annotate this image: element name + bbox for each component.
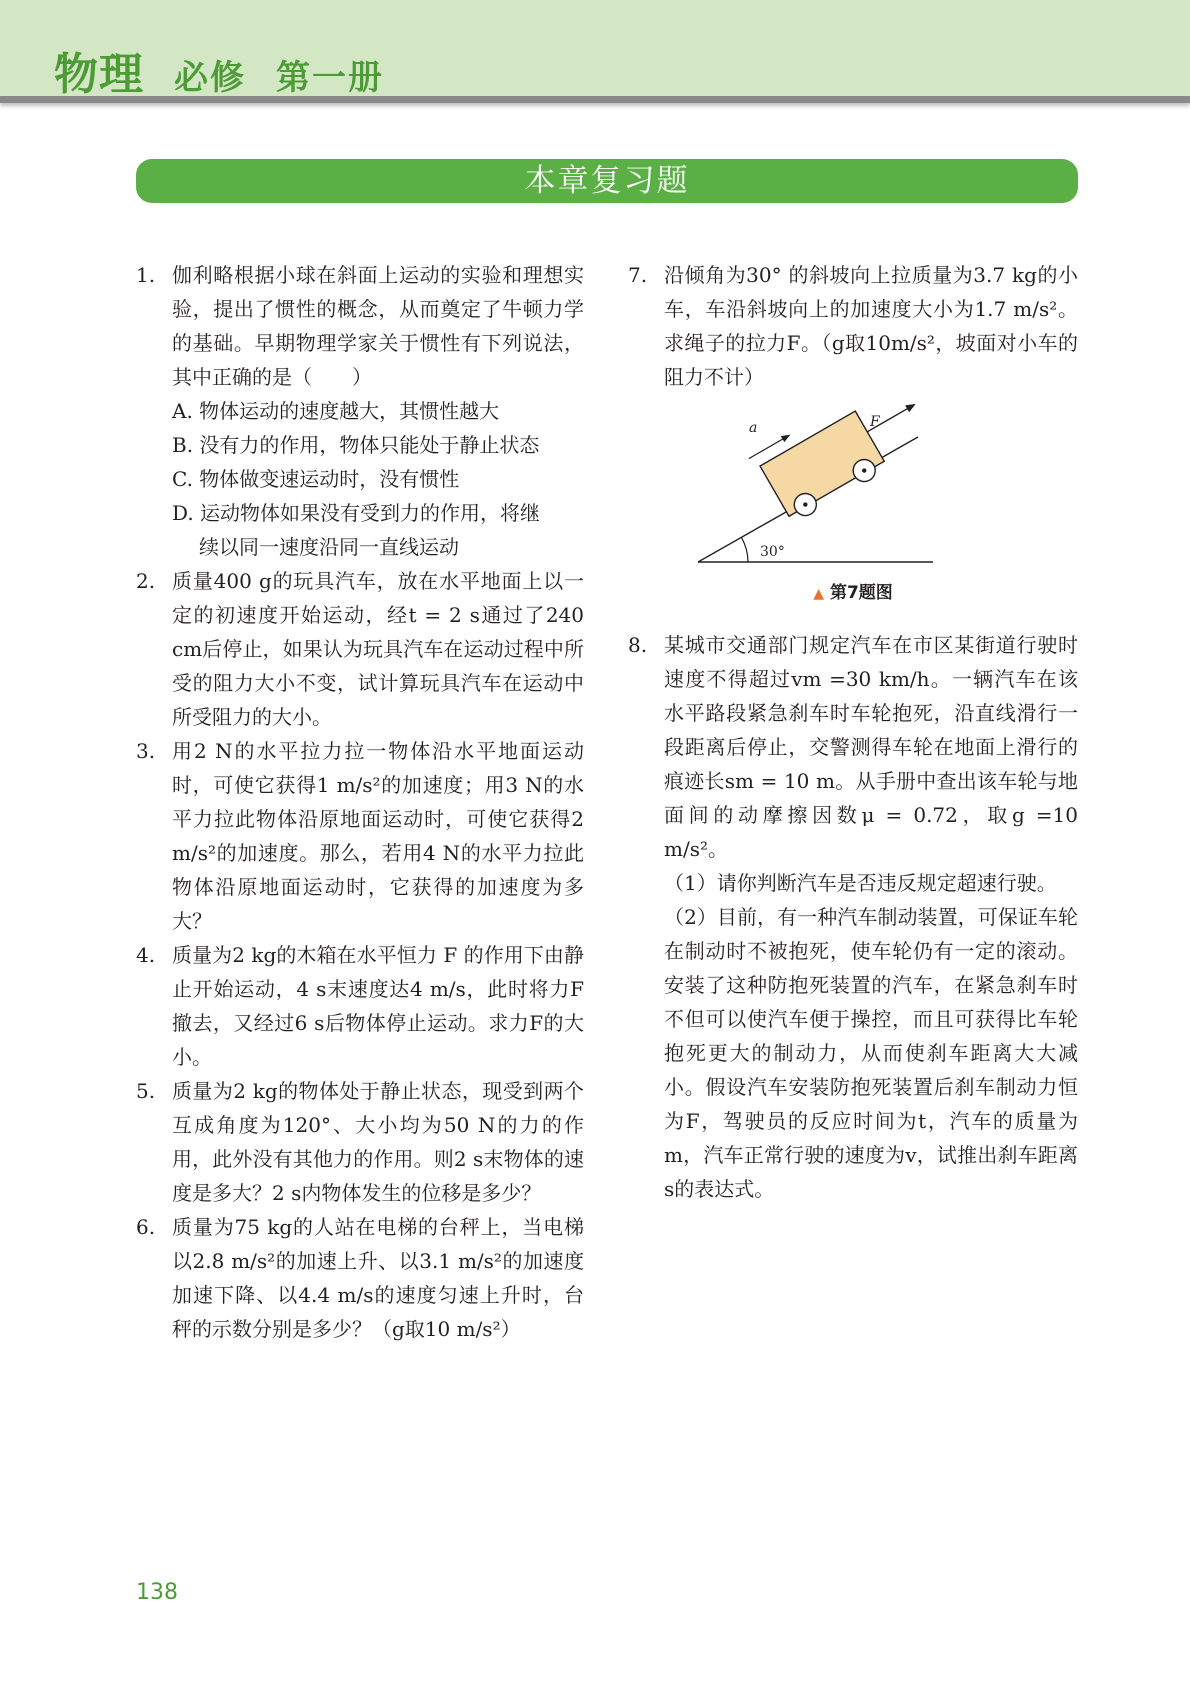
right-column <box>628 258 1078 1206</box>
question-text: 质量为2 kg的木箱在水平恒力 F 的作用下由静止开始运动，4 s末速度达4 m/s，此时将力F撤去，又经过6 s后物体停止运动。求力F的大小。 <box>172 943 584 1069</box>
figure-q7 <box>628 402 1078 612</box>
question-number: 3. <box>136 739 156 763</box>
cart <box>747 402 937 527</box>
volume-label: 第一册 <box>276 58 384 98</box>
question-text: 用2 N的水平拉力拉一物体沿水平地面运动时，可使它获得1 m/s²的加速度；用3 N的水平力拉此物体沿原地面运动时，可使它获得2 m/s²的加速度。那么，若用4 N的水平力拉此物体沿原地面运动时，它获得的加速度为多大？ <box>172 739 584 933</box>
option-c: C. 物体做变速运动时，没有惯性 <box>172 467 460 491</box>
question-number: 6. <box>136 1215 156 1239</box>
force-label: F <box>870 414 880 430</box>
question-number: 4. <box>136 943 156 967</box>
accel-label: a <box>749 420 758 436</box>
option-b: B. 没有力的作用，物体只能处于静止状态 <box>172 433 540 457</box>
caption-text: 第7题图 <box>829 583 893 603</box>
course-label: 必修 <box>174 58 246 98</box>
question-2 <box>136 564 584 734</box>
question-text: 沿倾角为30° 的斜坡向上拉质量为3.7 kg的小车，车沿斜坡向上的加速度大小为1.7 m/s²。求绳子的拉力F。（g取10m/s²，坡面对小车的阻力不计） <box>664 263 1078 389</box>
question-5 <box>136 1074 584 1210</box>
accel-arrowhead <box>781 432 792 443</box>
page-number: 138 <box>136 1580 178 1605</box>
question-number: 8. <box>628 633 648 657</box>
force-arrowhead <box>905 402 918 412</box>
subject-label: 物理 <box>54 49 144 100</box>
option-a: A. 物体运动的速度越大，其惯性越大 <box>172 399 500 423</box>
incline-diagram <box>698 402 938 572</box>
left-column <box>136 258 584 1346</box>
question-text: 质量为2 kg的物体处于静止状态，现受到两个互成角度为120°、大小均为50 N的力的作用，此外没有其他力的作用。则2 s末物体的速度是多大？2 s内物体发生的位移是多少？ <box>172 1079 584 1205</box>
question-number: 7. <box>628 263 648 287</box>
option-d-line2: 续以同一速度沿同一直线运动 <box>199 535 459 559</box>
question-number: 5. <box>136 1079 156 1103</box>
question-text: 质量400 g的玩具汽车，放在水平地面上以一定的初速度开始运动，经t = 2 s通过了240 cm后停止，如果认为玩具汽车在运动过程中所受的阻力大小不变，试计算玩具汽车在运动中所受阻力的大小。 <box>172 569 584 729</box>
question-8 <box>628 628 1078 1206</box>
question-text: 伽利略根据小球在斜面上运动的实验和理想实验，提出了惯性的概念，从而奠定了牛顿力学的基础。早期物理学家关于惯性有下列说法，其中正确的是（ ） <box>172 263 584 389</box>
page-header <box>0 0 1190 103</box>
angle-arc <box>742 538 749 562</box>
option-d-line1: D. 运动物体如果没有受到力的作用，将继 <box>172 501 541 525</box>
question-text: 质量为75 kg的人站在电梯的台秤上，当电梯以2.8 m/s²的加速上升、以3.1 m/s²的加速度加速下降、以4.4 m/s的速度匀速上升时，台秤的示数分别是多少？（g取10 m/s²） <box>172 1215 584 1341</box>
question-6 <box>136 1210 584 1346</box>
figure-caption <box>628 576 1078 611</box>
question-number: 1. <box>136 263 156 287</box>
question-text: 某城市交通部门规定汽车在市区某街道行驶时速度不得超过vm =30 km/h。一辆汽车在该水平路段紧急刹车时车轮抱死，沿直线滑行一段距离后停止，交警测得车轮在地面上滑行的痕迹长sm = 10 m。从手册中查出该车轮与地面间的动摩擦因数μ = 0.72，取g =10 m/s²。 <box>664 633 1078 861</box>
question-8-part-1: （1）请你判断汽车是否违反规定超速行驶。 <box>664 871 1057 895</box>
angle-label: 30° <box>760 544 785 560</box>
question-8-part-2: （2）目前，有一种汽车制动装置，可保证车轮在制动时不被抱死，使车轮仍有一定的滚动。安装了这种防抱死装置的汽车，在紧急刹车时不但可以使汽车便于操控，而且可获得比车轮抱死更大的制动力，从而使刹车距离大大减小。假设汽车安装防抱死装置后刹车制动力恒为F，驾驶员的反应时间为t，汽车的质量为m，汽车正常行驶的速度为v，试推出刹车距离s的表达式。 <box>664 905 1078 1201</box>
question-7 <box>628 258 1078 394</box>
chapter-title-banner: 本章复习题 <box>136 159 1078 203</box>
question-3 <box>136 734 584 938</box>
caption-triangle-icon: ▲ <box>813 586 824 602</box>
book-title <box>54 38 384 102</box>
question-number: 2. <box>136 569 156 593</box>
question-1 <box>136 258 584 394</box>
question-4 <box>136 938 584 1074</box>
option-d <box>136 496 584 564</box>
